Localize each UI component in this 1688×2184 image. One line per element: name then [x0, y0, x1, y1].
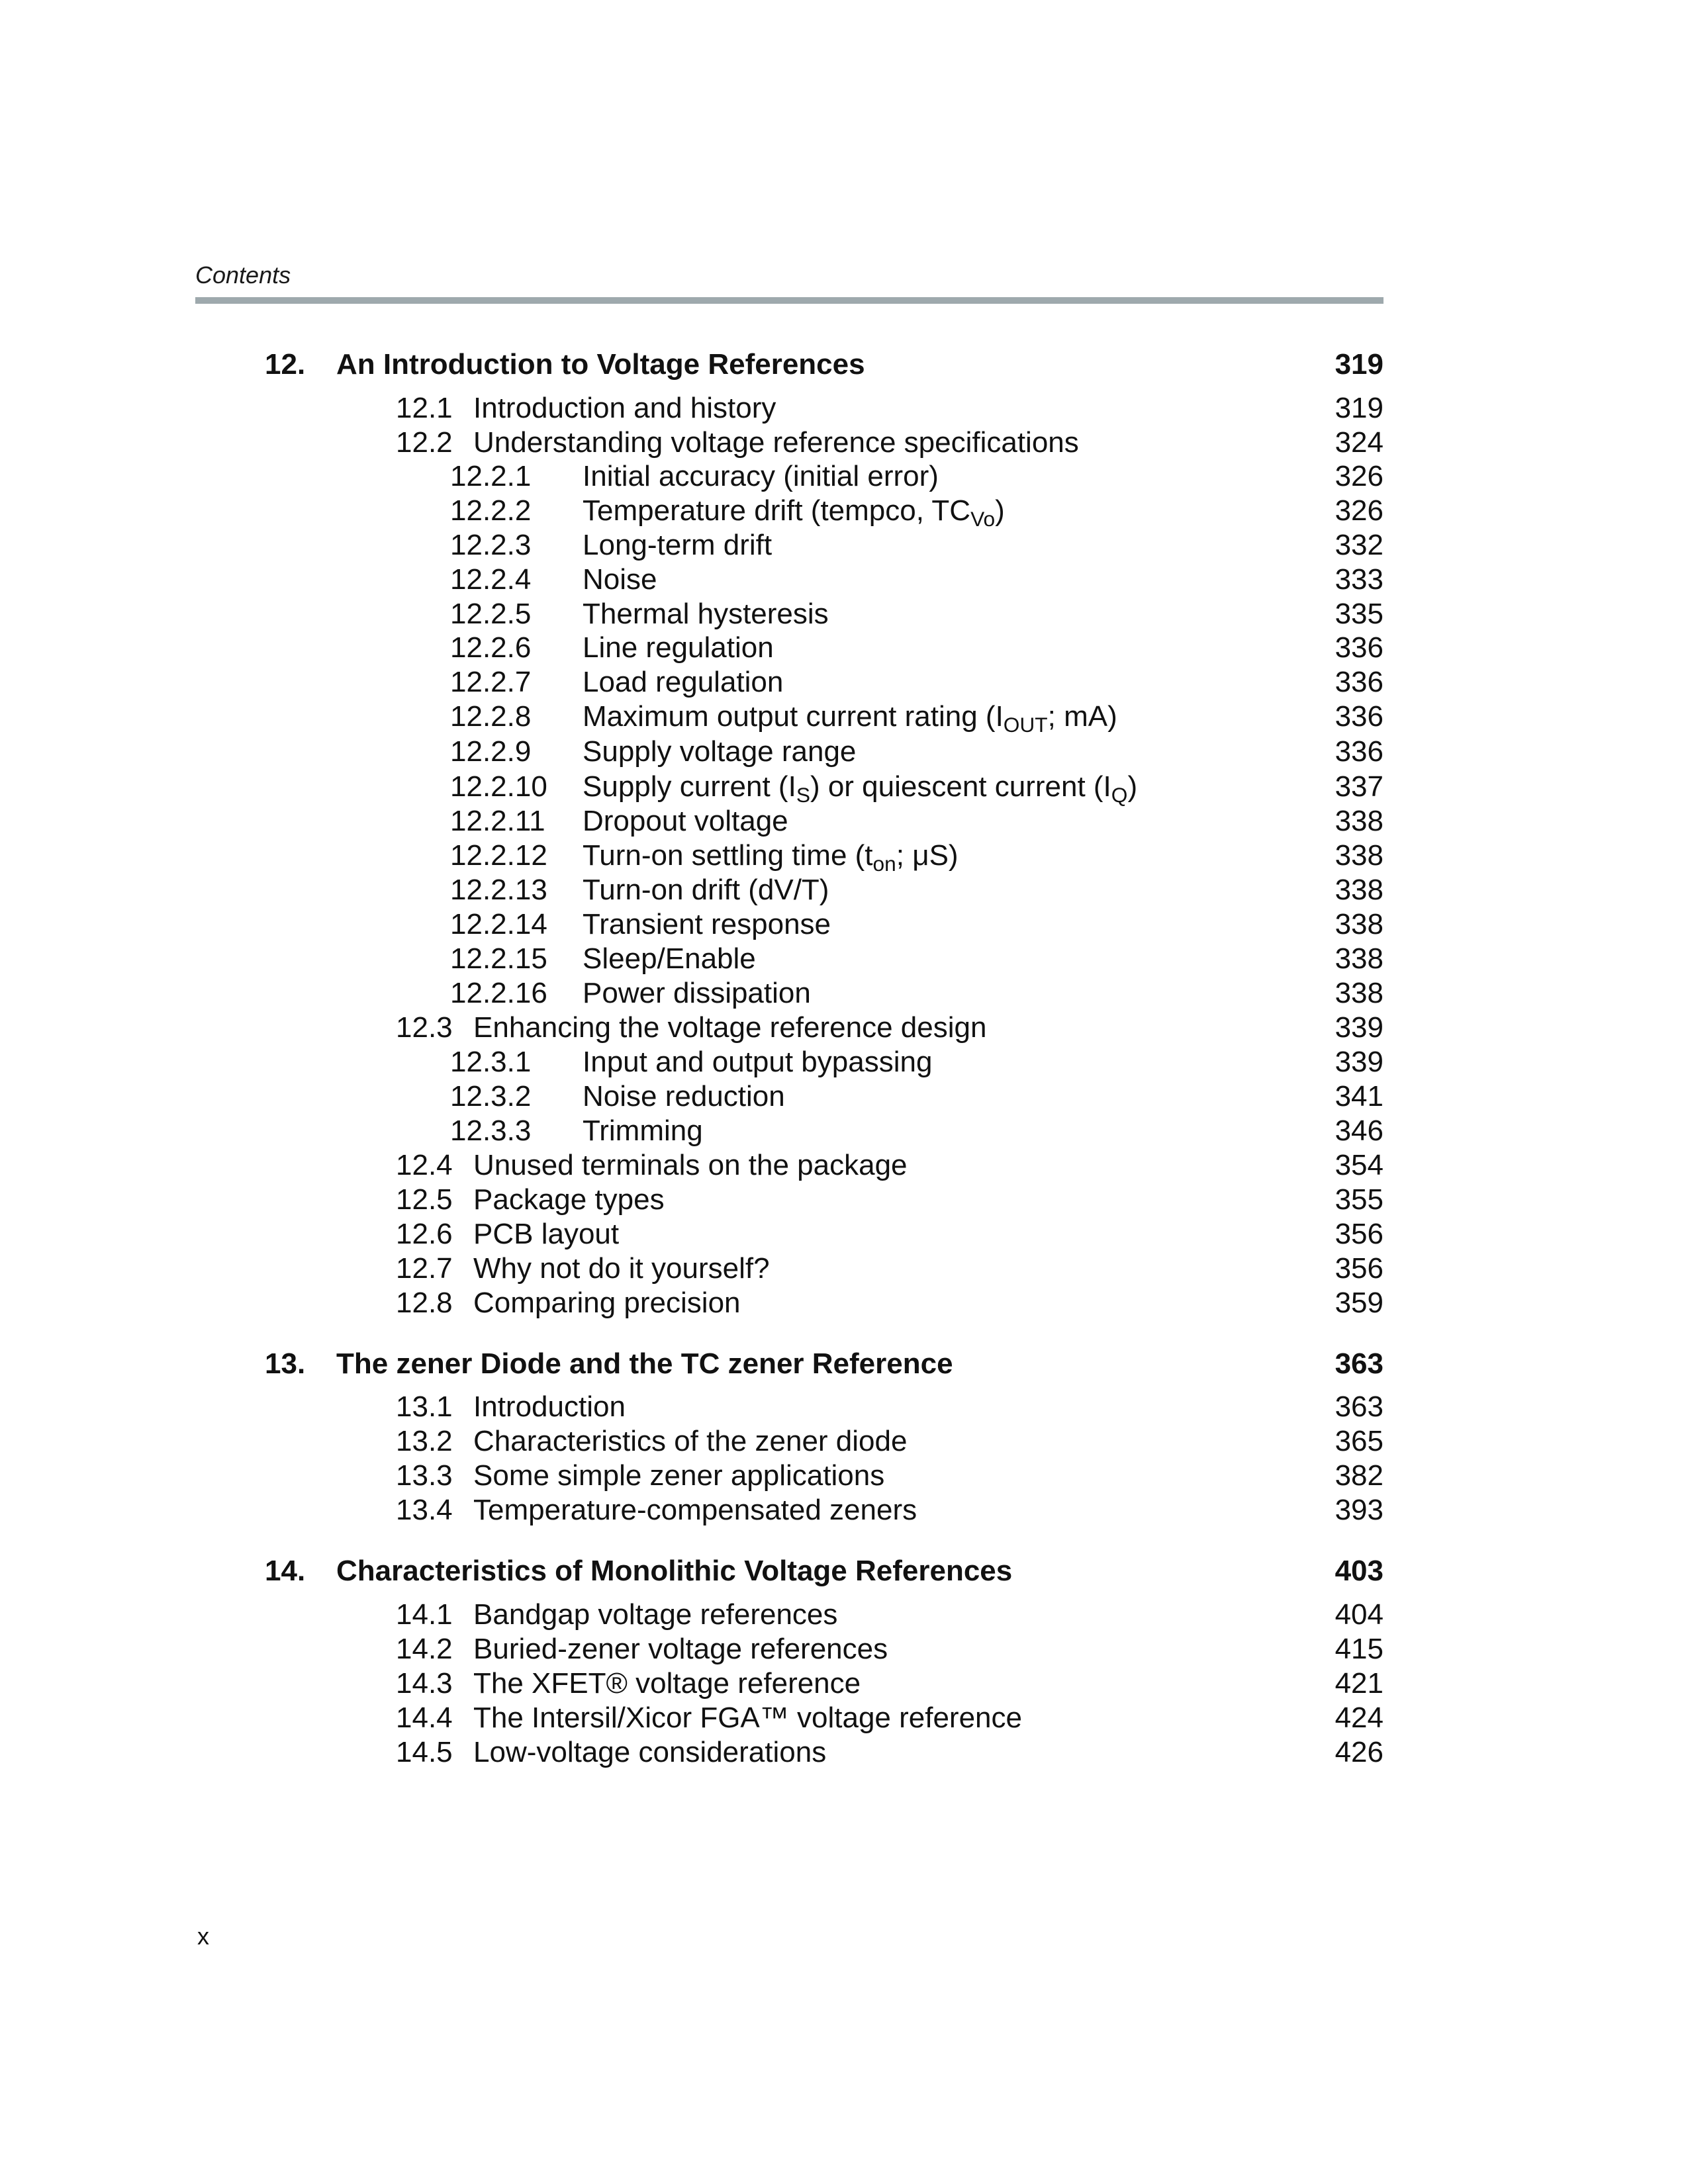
toc-page-number: 337: [1335, 770, 1383, 803]
toc-number: 12.8: [396, 1287, 453, 1319]
toc-title: Maximum output current rating ($I_{OUT}$; mA): [583, 700, 1117, 737]
toc-number: 12.5: [396, 1183, 453, 1216]
toc-title: Characteristics of Monolithic Voltage References: [336, 1555, 1013, 1587]
toc-number: 14.3: [396, 1667, 453, 1700]
toc-number: 12.2.16: [450, 977, 547, 1009]
toc-number: 14.2: [396, 1633, 453, 1665]
toc-page-number: 338: [1335, 942, 1383, 975]
toc-number: 12.2.15: [450, 942, 547, 975]
toc-page-number: 363: [1335, 1390, 1383, 1423]
toc-page-number: 356: [1335, 1252, 1383, 1285]
toc-number: 12.2.13: [450, 874, 547, 906]
toc-number: 12.1: [396, 392, 453, 424]
toc-page-number: 341: [1335, 1080, 1383, 1113]
toc-entry-subsection[interactable]: [0, 699, 1688, 735]
toc-page-number: 354: [1335, 1149, 1383, 1181]
toc-entry-subsection[interactable]: [0, 1113, 1688, 1149]
title-continuation: ) or quiescent current (I: [810, 770, 1111, 803]
toc-entry-subsection[interactable]: [0, 872, 1688, 908]
toc-title: Temperature-compensated zeners: [473, 1494, 917, 1526]
toc-number: 12.2.6: [450, 631, 532, 664]
toc-page-number: 319: [1335, 348, 1383, 381]
toc-page-number: 319: [1335, 392, 1383, 424]
toc-page-number: 403: [1335, 1555, 1383, 1587]
toc-page-number: 355: [1335, 1183, 1383, 1216]
toc-title: Turn-on drift (dV/T): [583, 874, 829, 906]
toc-title: Sleep/Enable: [583, 942, 756, 975]
toc-title: Buried-zener voltage references: [473, 1633, 888, 1665]
toc-page-number: 421: [1335, 1667, 1383, 1700]
toc-title: Line regulation: [583, 631, 774, 664]
toc-title: Introduction: [473, 1390, 626, 1423]
toc-number: 12.4: [396, 1149, 453, 1181]
toc-title: Package types: [473, 1183, 665, 1216]
toc-entry-section[interactable]: [0, 1666, 1688, 1702]
toc-title: Transient response: [583, 908, 831, 940]
toc-page-number: 415: [1335, 1633, 1383, 1665]
toc-number: 12.2.8: [450, 700, 532, 733]
toc-number: 13.3: [396, 1459, 453, 1492]
toc-entry-chapter[interactable]: [0, 1553, 1688, 1589]
toc-title: Thermal hysteresis: [583, 598, 829, 630]
toc-number: 13.: [265, 1347, 306, 1380]
toc-number: 13.4: [396, 1494, 453, 1526]
toc-title: Input and output bypassing: [583, 1046, 933, 1078]
toc-entry-section[interactable]: [0, 1010, 1688, 1046]
toc-title: Why not do it yourself?: [473, 1252, 770, 1285]
toc-title: Noise: [583, 563, 657, 596]
toc-entry-chapter[interactable]: [0, 1346, 1688, 1382]
subscript: S: [796, 782, 810, 807]
subscript: Vo: [970, 506, 996, 531]
toc-entry-section[interactable]: [0, 1285, 1688, 1321]
toc-entry-section[interactable]: [0, 1735, 1688, 1770]
toc-title: PCB layout: [473, 1218, 620, 1250]
toc-number: 12.7: [396, 1252, 453, 1285]
toc-page-number: 404: [1335, 1598, 1383, 1631]
toc-title: Enhancing the voltage reference design: [473, 1011, 987, 1044]
toc-entry-section[interactable]: [0, 1216, 1688, 1252]
toc-entry-subsection[interactable]: [0, 803, 1688, 839]
toc-number: 12.2.7: [450, 666, 532, 698]
toc-number: 14.4: [396, 1702, 453, 1734]
toc-title: Dropout voltage: [583, 805, 788, 837]
toc-number: 12.: [265, 348, 306, 381]
toc-title: The zener Diode and the TC zener Reference: [336, 1347, 953, 1380]
toc-number: 14.: [265, 1555, 306, 1587]
toc-entry-section[interactable]: [0, 1597, 1688, 1633]
toc-title: Long-term drift: [583, 529, 773, 561]
toc-number: 14.5: [396, 1736, 453, 1768]
title-continuation: ): [995, 494, 1005, 527]
toc-page-number: 336: [1335, 666, 1383, 698]
toc-entry-subsection[interactable]: [0, 941, 1688, 977]
toc-number: 12.2.12: [450, 839, 547, 872]
toc-page-number: 356: [1335, 1218, 1383, 1250]
toc-page-number: 324: [1335, 426, 1383, 459]
toc-page-number: 339: [1335, 1011, 1383, 1044]
toc-entry-section[interactable]: [0, 1492, 1688, 1528]
toc-entry-section[interactable]: [0, 1700, 1688, 1736]
toc-entry-subsection[interactable]: [0, 1044, 1688, 1080]
toc-number: 12.6: [396, 1218, 453, 1250]
toc-title: Noise reduction: [583, 1080, 785, 1113]
toc-page-number: 393: [1335, 1494, 1383, 1526]
toc-number: 12.3.2: [450, 1080, 532, 1113]
toc-number: 12.2.4: [450, 563, 532, 596]
title-continuation: ; μS): [896, 839, 959, 872]
toc-title: The XFET® voltage reference: [473, 1667, 861, 1700]
toc-entry-subsection[interactable]: [0, 459, 1688, 494]
toc-title: Bandgap voltage references: [473, 1598, 838, 1631]
toc-page-number: 326: [1335, 494, 1383, 527]
page-number: x: [197, 1923, 209, 1950]
toc-entry-subsection[interactable]: [0, 976, 1688, 1011]
toc-entry-subsection[interactable]: [0, 527, 1688, 563]
toc-title: Load regulation: [583, 666, 784, 698]
toc-page-number: 365: [1335, 1425, 1383, 1457]
toc-entry-subsection[interactable]: [0, 1079, 1688, 1115]
toc-title: Comparing precision: [473, 1287, 741, 1319]
toc-number: 12.3.3: [450, 1115, 532, 1147]
toc-entry-section[interactable]: [0, 1424, 1688, 1459]
toc-title: Power dissipation: [583, 977, 811, 1009]
title-continuation: ): [1127, 770, 1138, 803]
toc-page-number: 382: [1335, 1459, 1383, 1492]
toc-entry-section[interactable]: [0, 1182, 1688, 1218]
toc-page-number: 338: [1335, 977, 1383, 1009]
toc-title: Supply current $(I_S)$ or quiescent current $(I_Q)$: [583, 770, 1138, 807]
toc-title: Temperature drift (tempco, $TC_{Vo}$): [583, 494, 1005, 531]
toc-number: 14.1: [396, 1598, 453, 1631]
toc-title: Trimming: [583, 1115, 703, 1147]
toc-entry-section[interactable]: [0, 390, 1688, 426]
toc-page-number: 426: [1335, 1736, 1383, 1768]
toc-number: 13.2: [396, 1425, 453, 1457]
toc-page-number: 333: [1335, 563, 1383, 596]
toc-number: 12.2.3: [450, 529, 532, 561]
toc-page-number: 336: [1335, 735, 1383, 768]
toc-page-number: 338: [1335, 874, 1383, 906]
toc-title: Supply voltage range: [583, 735, 857, 768]
toc-page-number: 338: [1335, 839, 1383, 872]
toc-number: 12.2.11: [450, 805, 545, 837]
toc-entry-section[interactable]: [0, 1251, 1688, 1287]
toc-number: 13.1: [396, 1390, 453, 1423]
toc-page-number: 335: [1335, 598, 1383, 630]
toc-page-number: 338: [1335, 908, 1383, 940]
toc-number: 12.2.10: [450, 770, 547, 803]
toc-number: 12.2.1: [450, 460, 532, 492]
toc-entry-subsection[interactable]: [0, 769, 1688, 805]
toc-page-number: 336: [1335, 631, 1383, 664]
toc-entry-subsection[interactable]: [0, 596, 1688, 632]
toc-number: 12.3: [396, 1011, 453, 1044]
subscript: on: [872, 851, 896, 876]
running-header: Contents: [195, 261, 291, 289]
toc-entry-chapter[interactable]: [0, 347, 1688, 383]
toc-title: Turn-on settling time ($t_{on}$; μS): [583, 839, 959, 876]
toc-number: 12.3.1: [450, 1046, 532, 1078]
toc-page-number: 336: [1335, 700, 1383, 733]
toc-title: Low-voltage considerations: [473, 1736, 827, 1768]
subscript: Q: [1111, 782, 1128, 807]
toc-title: Introduction and history: [473, 392, 776, 424]
toc-entry-section[interactable]: [0, 1458, 1688, 1494]
toc-number: 12.2.9: [450, 735, 532, 768]
toc-entry-subsection[interactable]: [0, 664, 1688, 700]
toc-entry-subsection[interactable]: [0, 562, 1688, 598]
toc-page-number: 346: [1335, 1115, 1383, 1147]
toc-title: Unused terminals on the package: [473, 1149, 908, 1181]
toc-entry-subsection[interactable]: [0, 838, 1688, 874]
toc-entry-section[interactable]: [0, 425, 1688, 461]
subscript: OUT: [1003, 712, 1048, 737]
toc-title: Understanding voltage reference specifications: [473, 426, 1079, 459]
title-continuation: ; mA): [1047, 700, 1117, 733]
toc-entry-subsection[interactable]: [0, 734, 1688, 770]
toc-number: 12.2.5: [450, 598, 532, 630]
toc-page-number: 326: [1335, 460, 1383, 492]
toc-entry-section[interactable]: [0, 1148, 1688, 1183]
toc-page-number: 359: [1335, 1287, 1383, 1319]
toc-page-number: 338: [1335, 805, 1383, 837]
toc-title: Initial accuracy (initial error): [583, 460, 939, 492]
toc-title: Characteristics of the zener diode: [473, 1425, 908, 1457]
toc-title: The Intersil/Xicor FGA™ voltage reference: [473, 1702, 1022, 1734]
toc-title: An Introduction to Voltage References: [336, 348, 865, 381]
toc-number: 12.2: [396, 426, 453, 459]
toc-number: 12.2.2: [450, 494, 532, 527]
toc-page-number: 339: [1335, 1046, 1383, 1078]
toc-entry-subsection[interactable]: [0, 907, 1688, 942]
toc-page-number: 363: [1335, 1347, 1383, 1380]
toc-entry-section[interactable]: [0, 1631, 1688, 1667]
toc-entry-subsection[interactable]: [0, 630, 1688, 666]
toc-title: Some simple zener applications: [473, 1459, 885, 1492]
toc-entry-section[interactable]: [0, 1389, 1688, 1425]
toc-entry-subsection[interactable]: [0, 493, 1688, 529]
toc-page-number: 332: [1335, 529, 1383, 561]
toc-page-number: 424: [1335, 1702, 1383, 1734]
toc-number: 12.2.14: [450, 908, 547, 940]
